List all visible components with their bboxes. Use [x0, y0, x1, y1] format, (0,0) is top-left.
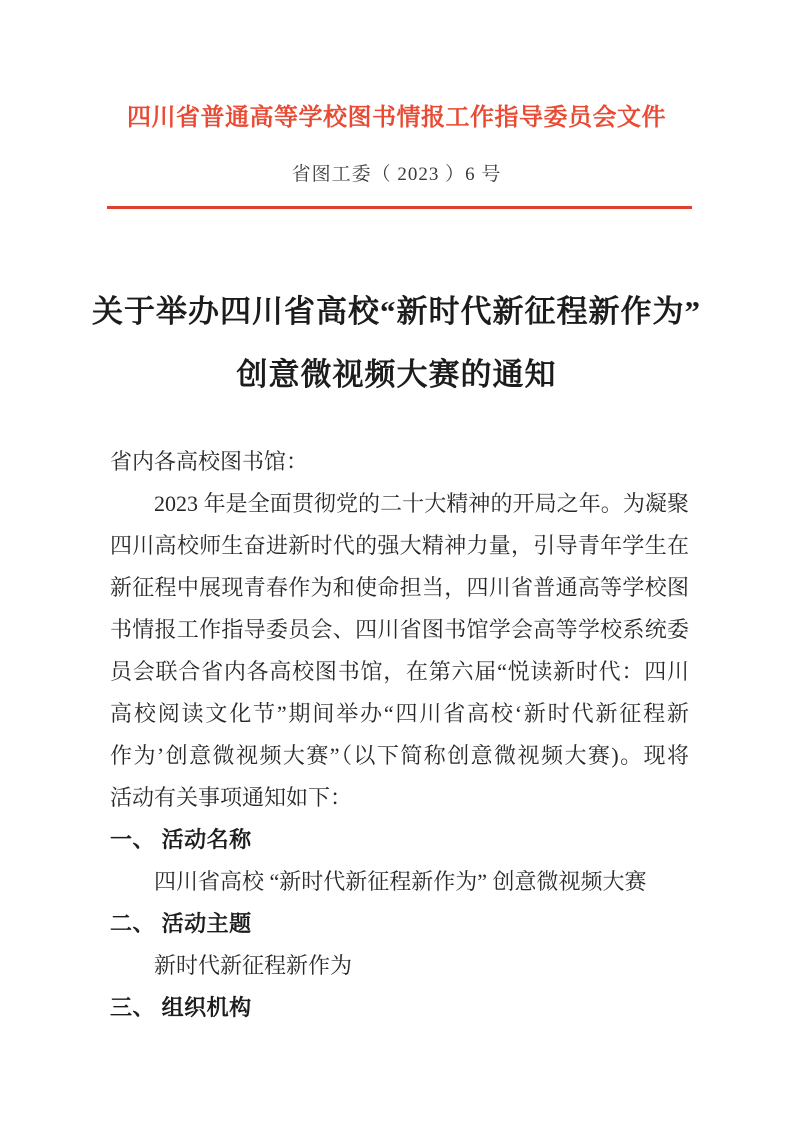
body-line: 四川高校师生奋进新时代的强大精神力量，引导青年学生在	[110, 533, 689, 558]
section-content-1: 四川省高校 “新时代新征程新作为” 创意微视频大赛	[154, 869, 647, 894]
body-line: 书情报工作指导委员会、四川省图书馆学会高等学校系统委	[110, 617, 689, 642]
notice-title-line2: 创意微视频大赛的通知	[236, 357, 557, 392]
body-line: 员会联合省内各高校图书馆，在第六届“悦读新时代：四川	[110, 659, 689, 684]
body-line: 作为’创意微视频大赛”（以下简称创意微视频大赛)。现将	[110, 743, 689, 768]
notice-title-line1: 关于举办四川省高校“新时代新征程新作为”	[92, 294, 701, 329]
section-heading-2: 二、 活动主题	[110, 911, 252, 936]
issuing-org-title: 四川省普通高等学校图书情报工作指导委员会文件	[127, 104, 666, 131]
body-line: 高校阅读文化节”期间举办“四川省高校‘新时代新征程新	[110, 701, 689, 726]
section-heading-3: 三、 组织机构	[110, 995, 252, 1020]
section-content-2: 新时代新征程新作为	[154, 953, 353, 978]
section-heading-1: 一、 活动名称	[110, 827, 252, 852]
body-line: 新征程中展现青春作为和使命担当，四川省普通高等学校图	[110, 575, 689, 600]
body-line: 活动有关事项通知如下：	[110, 785, 353, 810]
red-divider-rule	[107, 206, 692, 209]
notice-body	[110, 441, 689, 1029]
notice-title	[0, 280, 793, 406]
body-line: 2023 年是全面贯彻党的二十大精神的开局之年。为凝聚	[154, 491, 689, 516]
salutation: 省内各高校图书馆：	[110, 449, 309, 474]
document-number: 省图工委（ 2023 ）6 号	[291, 164, 502, 185]
